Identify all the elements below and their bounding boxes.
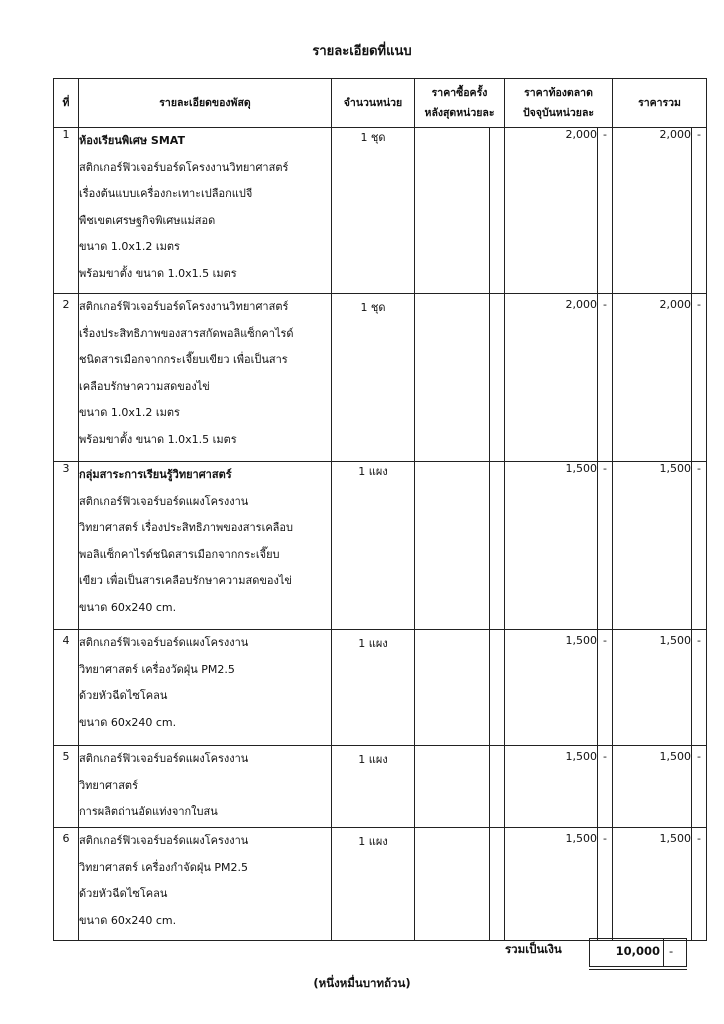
row-total: 1,500 [613, 746, 692, 828]
detail-line: ขนาด 60x240 cm. [79, 600, 177, 614]
row-last-price [415, 462, 490, 630]
row-total: 1,500 [613, 630, 692, 746]
row-last-price-fraction [490, 462, 505, 630]
detail-line: พืชเขตเศรษฐกิจพิเศษแม่สอด [79, 213, 216, 227]
section-heading: กลุ่มสาระการเรียนรู้วิทยาศาสตร์ [79, 468, 232, 481]
row-last-price [415, 294, 490, 462]
row-total-fraction: - [692, 462, 707, 630]
row-total-fraction: - [692, 828, 707, 941]
table-row [54, 828, 707, 941]
section-heading: ห้องเรียนพิเศษ SMAT [79, 134, 185, 147]
row-total-fraction: - [692, 294, 707, 462]
double-underline-top [589, 966, 687, 967]
header-last-price-line2: หลังสุดหน่วยละ [424, 107, 495, 119]
row-number: 6 [54, 828, 79, 941]
detail-line: วิทยาศาสตร์ [79, 778, 138, 792]
row-total: 2,000 [613, 128, 692, 294]
detail-line: พร้อมขาตั้ง ขนาด 1.0x1.5 เมตร [79, 266, 237, 280]
row-qty: 1 แผง [332, 828, 415, 941]
header-market-price [505, 79, 613, 128]
row-market-price: 1,500 [505, 630, 598, 746]
row-market-fraction: - [598, 128, 613, 294]
table-row [54, 128, 707, 294]
row-market-price: 1,500 [505, 746, 598, 828]
header-market-price-line2: ปัจจุบันหน่วยละ [522, 107, 595, 119]
row-number: 4 [54, 630, 79, 746]
grand-total-label: รวมเป็นเงิน [505, 942, 562, 956]
row-number: 1 [54, 128, 79, 294]
grand-total-separator [663, 939, 664, 967]
row-last-price-fraction [490, 746, 505, 828]
header-no: ที่ [54, 79, 79, 128]
row-detail [79, 630, 332, 746]
detail-line: ขนาด 60x240 cm. [79, 715, 177, 729]
items-table [53, 78, 707, 941]
header-last-price [415, 79, 505, 128]
detail-line: ด้วยหัวฉีดไซโคลน [79, 689, 168, 702]
row-last-price-fraction [490, 294, 505, 462]
page-title: รายละเอียดที่แนบ [312, 44, 412, 59]
row-detail [79, 462, 332, 630]
row-total: 1,500 [613, 828, 692, 941]
header-last-price-line1: ราคาซื้อครั้ง [431, 87, 488, 99]
row-number: 2 [54, 294, 79, 462]
table-row [54, 746, 707, 828]
row-market-price: 1,500 [505, 828, 598, 941]
detail-line: การผลิตถ่านอัดแท่งจากใบสน [79, 805, 218, 818]
row-market-fraction: - [598, 462, 613, 630]
row-qty: 1 แผง [332, 462, 415, 630]
row-last-price [415, 746, 490, 828]
detail-line: วิทยาศาสตร์ เรื่องประสิทธิภาพของสารเคลือบ [79, 521, 294, 534]
row-market-fraction: - [598, 746, 613, 828]
row-number: 3 [54, 462, 79, 630]
detail-line: สติกเกอร์ฟิวเจอร์บอร์ดแผงโครงงาน [79, 494, 249, 508]
header-total: ราคารวม [613, 79, 707, 128]
detail-line: สติกเกอร์ฟิวเจอร์บอร์ดแผงโครงงาน [79, 636, 249, 649]
table-row [54, 462, 707, 630]
grand-total-value: 10,000 [615, 944, 660, 958]
row-total-fraction: - [692, 630, 707, 746]
header-detail: รายละเอียดของพัสดุ [79, 79, 332, 128]
detail-line: เรื่องประสิทธิภาพของสารสกัดพอลิแซ็กคาไรด์ [79, 326, 294, 340]
row-last-price-fraction [490, 828, 505, 941]
row-qty: 1 แผง [332, 630, 415, 746]
row-market-price: 1,500 [505, 462, 598, 630]
row-last-price [415, 630, 490, 746]
row-total: 2,000 [613, 294, 692, 462]
grand-total-box [589, 938, 687, 967]
row-market-price: 2,000 [505, 294, 598, 462]
header-market-price-line1: ราคาท้องตลาด [524, 87, 593, 99]
row-market-price: 2,000 [505, 128, 598, 294]
table-row [54, 294, 707, 462]
row-last-price-fraction [490, 128, 505, 294]
row-total: 1,500 [613, 462, 692, 630]
detail-line: ขนาด 60x240 cm. [79, 913, 177, 927]
row-qty: 1 ชุด [332, 128, 415, 294]
detail-line: สติกเกอร์ฟิวเจอร์บอร์ดโครงงานวิทยาศาสตร์ [79, 160, 289, 174]
detail-line: วิทยาศาสตร์ เครื่องวัดฝุ่น PM2.5 [79, 662, 235, 676]
table-row [54, 630, 707, 746]
row-qty: 1 แผง [332, 746, 415, 828]
row-market-fraction: - [598, 294, 613, 462]
detail-line: สติกเกอร์ฟิวเจอร์บอร์ดแผงโครงงาน [79, 752, 249, 765]
row-number: 5 [54, 746, 79, 828]
double-underline-bottom [589, 969, 687, 970]
row-last-price [415, 128, 490, 294]
row-market-fraction: - [598, 630, 613, 746]
header-qty: จำนวนหน่วย [332, 79, 415, 128]
detail-line: เขียว เพื่อเป็นสารเคลือบรักษาความสดของไข่ [79, 574, 292, 587]
detail-line: ขนาด 1.0x1.2 เมตร [79, 240, 180, 253]
detail-line: ด้วยหัวฉีดไซโคลน [79, 887, 168, 900]
row-detail [79, 294, 332, 462]
detail-line: วิทยาศาสตร์ เครื่องกำจัดฝุ่น PM2.5 [79, 860, 248, 874]
grand-total-fraction: - [669, 944, 674, 958]
row-detail [79, 746, 332, 828]
row-total-fraction: - [692, 128, 707, 294]
detail-line: สติกเกอร์ฟิวเจอร์บอร์ดโครงงานวิทยาศาสตร์ [79, 300, 289, 313]
row-total-fraction: - [692, 746, 707, 828]
row-detail [79, 128, 332, 294]
detail-line: พอลิแซ็กคาไรด์ชนิดสารเมือกจากกระเจี๊ยบ [79, 547, 280, 561]
row-qty: 1 ชุด [332, 294, 415, 462]
detail-line: ชนิดสารเมือกจากกระเจี๊ยบเขียว เพื่อเป็นสาร [79, 353, 288, 366]
detail-line: เรื่องต้นแบบเครื่องกะเทาะเปลือกแปจี [79, 187, 253, 200]
row-last-price-fraction [490, 630, 505, 746]
row-detail [79, 828, 332, 941]
detail-line: พร้อมขาตั้ง ขนาด 1.0x1.5 เมตร [79, 432, 237, 446]
detail-line: เคลือบรักษาความสดของไข่ [79, 379, 210, 393]
row-market-fraction: - [598, 828, 613, 941]
row-last-price [415, 828, 490, 941]
amount-in-words: (หนึ่งหมื่นบาทถ้วน) [313, 976, 411, 990]
detail-line: ขนาด 1.0x1.2 เมตร [79, 406, 180, 419]
detail-line: สติกเกอร์ฟิวเจอร์บอร์ดแผงโครงงาน [79, 834, 249, 847]
